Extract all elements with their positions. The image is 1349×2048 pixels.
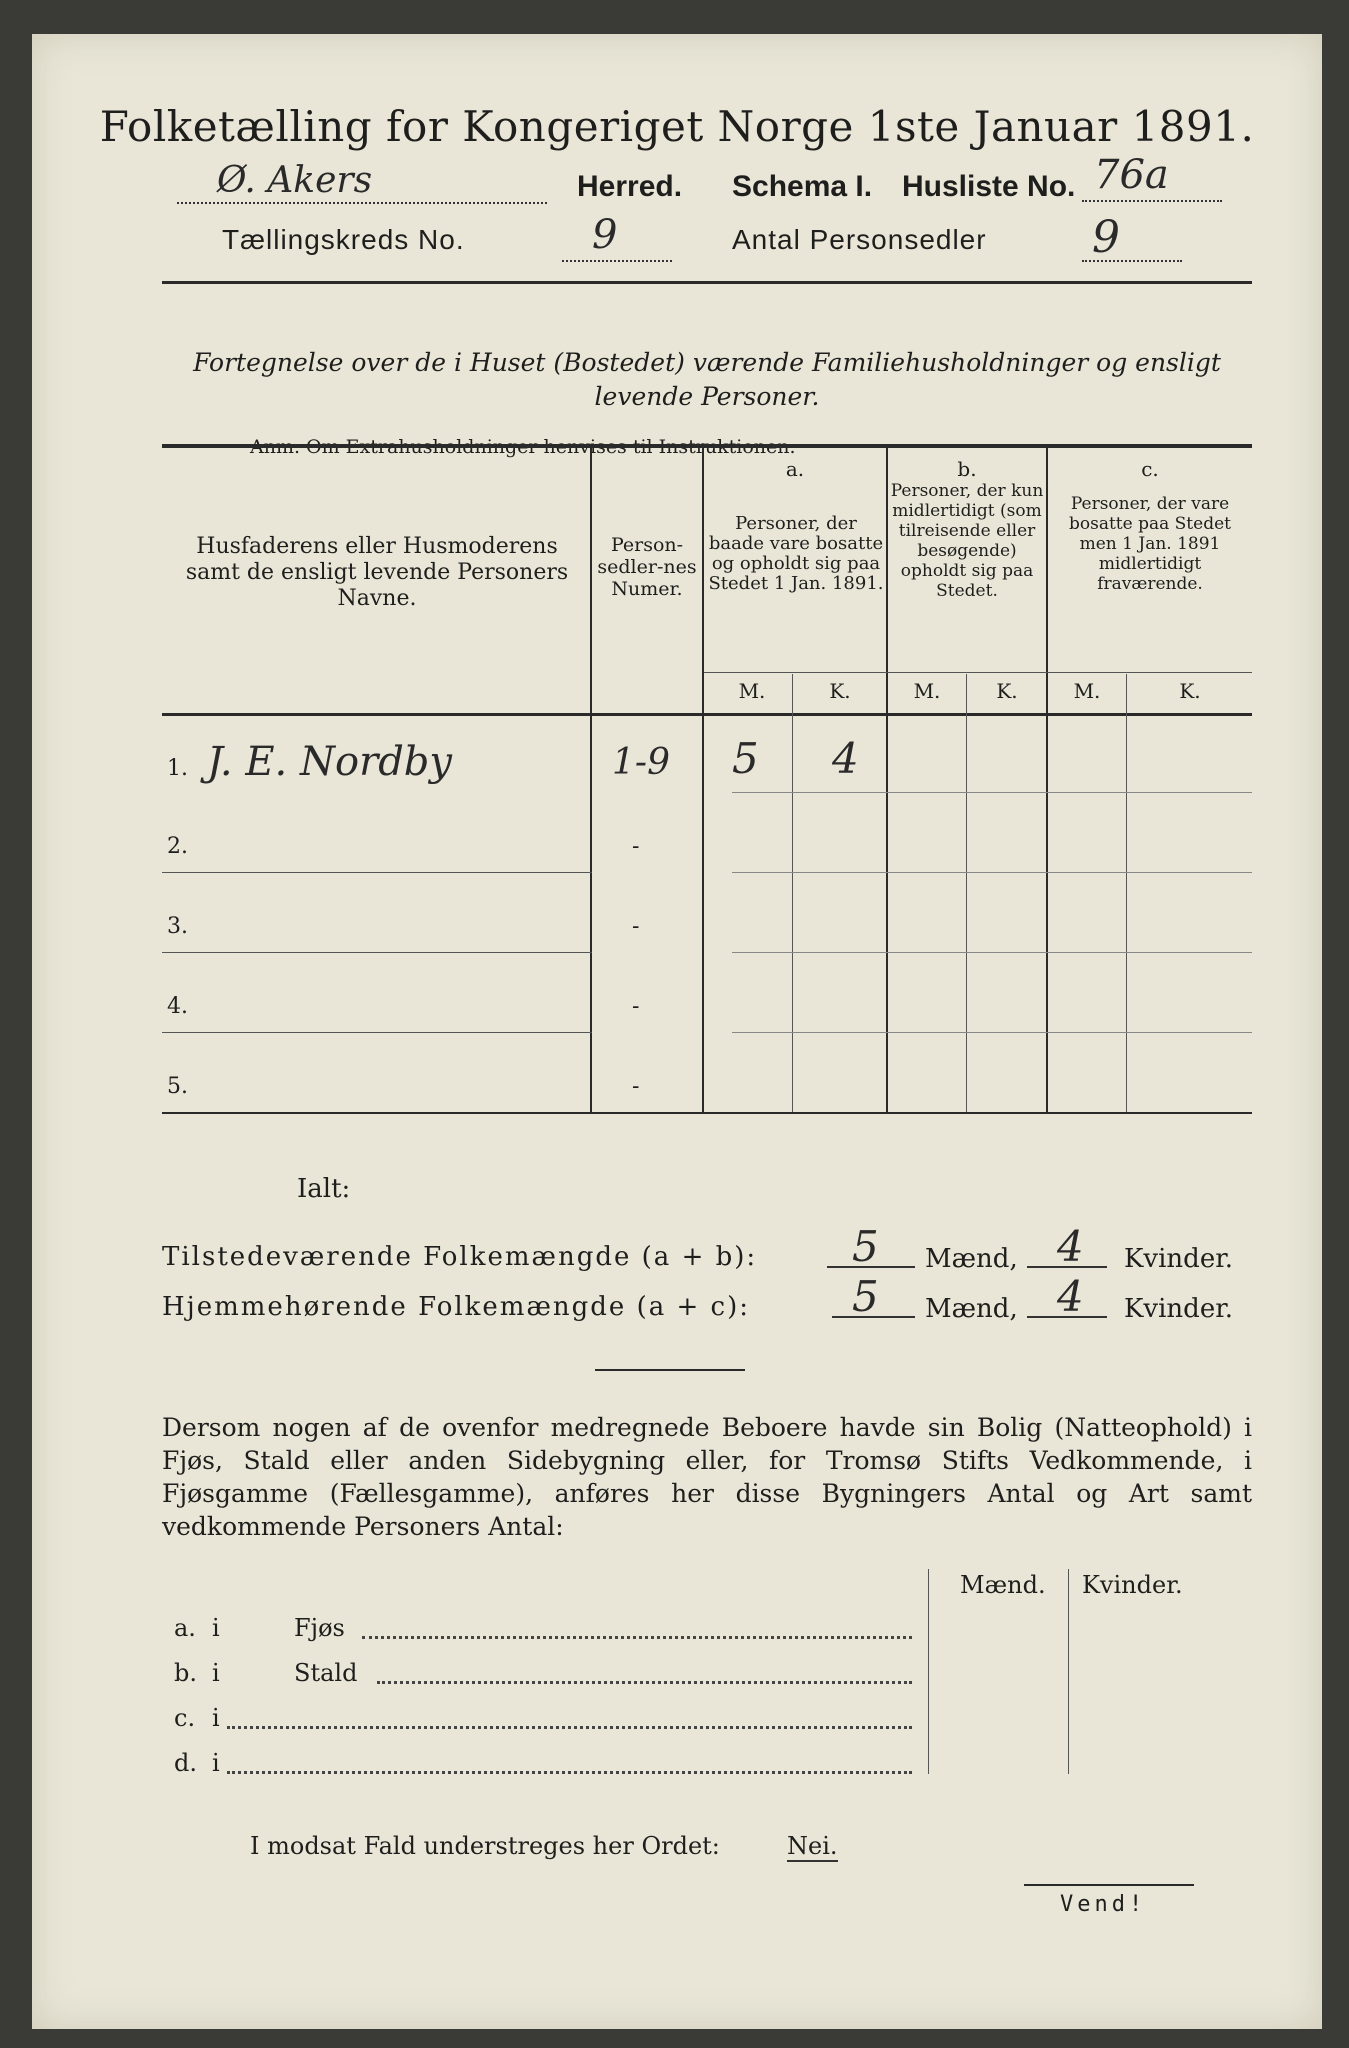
row-numer: - <box>632 834 640 859</box>
antal-field <box>1082 212 1182 263</box>
row-number: 3. <box>167 914 188 939</box>
b-k-label: K. <box>996 679 1018 703</box>
col-divider <box>702 448 704 1112</box>
form-title: Folketælling for Kongeriget Norge 1ste Januar 1891. <box>99 102 1255 151</box>
ialt-label: Ialt: <box>297 1174 351 1204</box>
row-numer: - <box>632 914 640 939</box>
row-number: 4. <box>167 994 188 1019</box>
row-numer: - <box>632 994 640 1019</box>
outb-letter: d. <box>174 1749 197 1777</box>
herred-line <box>177 160 547 204</box>
col-a-letter: a. <box>785 457 805 481</box>
col-a-header: Personer, der baade vare bosatte og opholdt sig paa Stedet 1 Jan. 1891. <box>708 513 884 594</box>
header-rule <box>162 281 1252 284</box>
antal-value: 9 <box>1092 212 1120 263</box>
row-a-m: 5 <box>732 734 759 783</box>
outbuildings-paragraph: Dersom nogen af de ovenfor medregnede Beboere havde sin Bolig (Natteophold) i Fjøs, Stald eller anden Sidebygning eller, for Tromsø Stifts Vedkommende, i Fjøsgamme (Fællesgamme), anføres her disse Bygningers Antal og Art samt vedkommende Personers Antal: <box>162 1413 1252 1541</box>
husliste-field <box>1082 152 1222 202</box>
hjemme-label: Hjemmehørende Folkemængde (a + c): <box>162 1292 750 1322</box>
hjemme-m-value: 5 <box>852 1272 879 1321</box>
col-subdivider <box>1126 674 1127 1112</box>
col-b-header: Personer, der kun midlertidigt (som tilreisende eller besøgende) opholdt sig paa Stedet. <box>890 481 1044 601</box>
schema-label: Schema I. <box>732 170 873 203</box>
col-divider <box>1046 448 1048 1112</box>
table-header-rule <box>162 713 1252 716</box>
col-subdivider <box>792 674 793 1112</box>
kreds-field <box>562 212 672 262</box>
husliste-value: 76a <box>1094 152 1169 198</box>
outb-label: Fjøs <box>294 1614 345 1642</box>
outb-i: i <box>212 1749 220 1777</box>
col-numbers-header: Person-sedler-nes Numer. <box>597 534 697 600</box>
row-numer: - <box>632 1074 640 1099</box>
col-c-letter: c. <box>1141 457 1159 481</box>
herred-field <box>177 160 547 204</box>
mk-rule <box>704 672 1252 673</box>
tilstede-m-value: 5 <box>852 1222 879 1271</box>
antal-label: Antal Personsedler <box>732 224 987 255</box>
hjemme-maend: Mænd, <box>925 1294 1018 1324</box>
outb-leader <box>227 1726 912 1729</box>
col-subdivider <box>966 674 967 1112</box>
modsat-text: I modsat Fald understreges her Ordet: <box>250 1832 720 1860</box>
census-form <box>32 34 1322 2029</box>
hjemme-kvinder: Kvinder. <box>1124 1294 1234 1324</box>
outb-leader <box>227 1771 912 1774</box>
row-number: 1. <box>167 756 188 781</box>
row-a-k: 4 <box>832 734 859 783</box>
outb-i: i <box>212 1659 220 1687</box>
a-m-label: M. <box>738 679 766 703</box>
row-rule <box>732 872 1252 873</box>
b-m-label: M. <box>913 679 941 703</box>
tilstede-label: Tilstedeværende Folkemængde (a + b): <box>162 1242 758 1272</box>
outb-label: Stald <box>294 1659 358 1687</box>
c-m-label: M. <box>1073 679 1101 703</box>
col-divider <box>590 448 592 1112</box>
outb-leader <box>362 1636 912 1639</box>
herred-value: Ø. Akers <box>217 160 373 201</box>
table-bottom-rule <box>162 1112 1252 1114</box>
col-divider <box>886 448 888 1112</box>
row-numer: 1-9 <box>612 742 670 783</box>
a-k-label: K. <box>829 679 851 703</box>
tilstede-maend: Mænd, <box>925 1244 1018 1274</box>
outb-divider <box>928 1569 929 1774</box>
outb-leader <box>377 1681 912 1684</box>
row-number: 5. <box>167 1074 188 1099</box>
kreds-label: Tællingskreds No. <box>222 224 465 255</box>
tilstede-kvinder: Kvinder. <box>1124 1244 1234 1274</box>
hjemme-k-value: 4 <box>1057 1272 1084 1321</box>
nei-word: Nei. <box>787 1832 838 1860</box>
intro-text: Fortegnelse over de i Huset (Bostedet) værende Familiehusholdninger og ensligt levende Personer. <box>193 348 1221 411</box>
outb-i: i <box>212 1614 220 1642</box>
tilstede-k-value: 4 <box>1057 1222 1084 1271</box>
husliste-label: Husliste No. <box>902 170 1076 203</box>
row-rule <box>732 1032 1252 1033</box>
row-rule <box>162 872 592 873</box>
col-names-header: Husfaderens eller Husmoderens samt de ensligt levende Personers Navne. <box>185 534 569 611</box>
outb-letter: b. <box>174 1659 197 1687</box>
row-rule <box>732 792 1252 793</box>
row-rule <box>162 952 592 953</box>
row-rule <box>732 952 1252 953</box>
table-top-rule <box>162 444 1252 448</box>
col-b-letter: b. <box>957 457 977 481</box>
row-number: 2. <box>167 834 188 859</box>
outb-maend-header: Mænd. <box>960 1571 1046 1599</box>
separator-rule <box>595 1369 745 1371</box>
row-name: J. E. Nordby <box>207 739 452 785</box>
vend-rule <box>1024 1884 1194 1886</box>
outb-kvinder-header: Kvinder. <box>1082 1571 1183 1599</box>
kreds-value: 9 <box>592 212 618 258</box>
herred-label: Herred. <box>577 170 683 203</box>
row-rule <box>162 1032 592 1033</box>
vend-label: Vend! <box>1060 1892 1147 1917</box>
c-k-label: K. <box>1179 679 1201 703</box>
col-c-header: Personer, der vare bosatte paa Stedet men 1 Jan. 1891 midlertidigt fraværende. <box>1069 494 1231 594</box>
outb-letter: c. <box>174 1704 196 1732</box>
outb-i: i <box>212 1704 220 1732</box>
outb-divider <box>1068 1569 1069 1774</box>
outb-letter: a. <box>174 1614 196 1642</box>
